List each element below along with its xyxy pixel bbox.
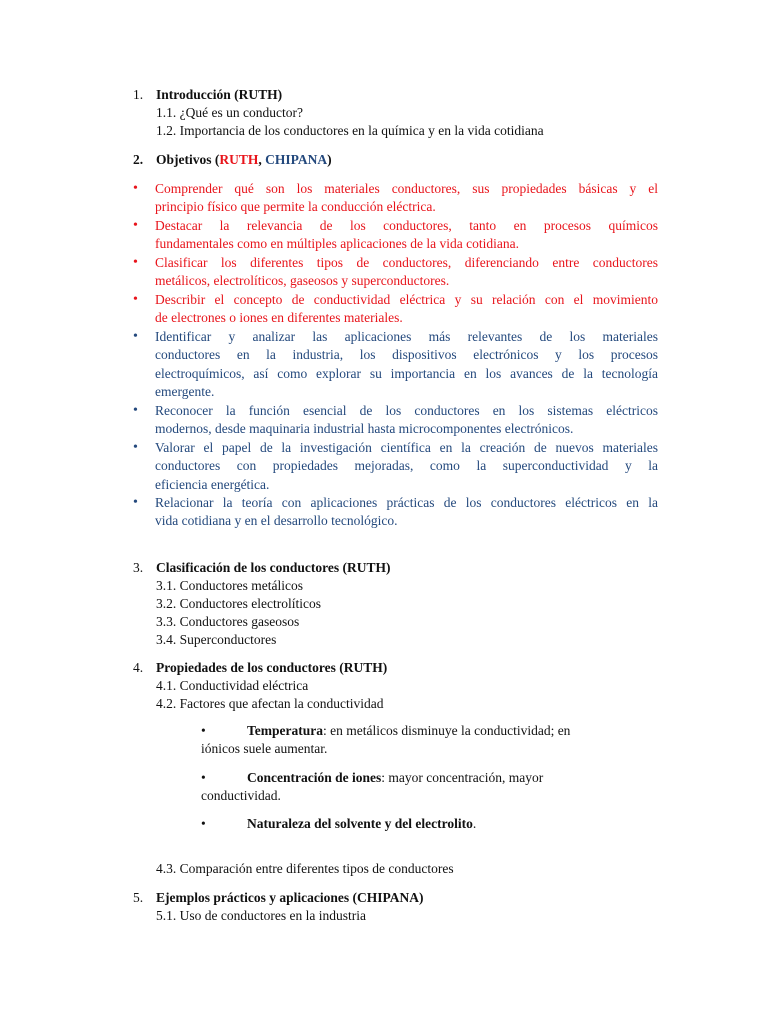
section-3-title: Clasificación de los conductores (RUTH)	[156, 560, 391, 575]
objective-item-7	[155, 439, 658, 494]
factor-3-desc: .	[472, 816, 477, 831]
objective-item-6	[155, 402, 658, 439]
section-5-title: Ejemplos prácticos y aplicaciones (CHIPANA)	[156, 890, 424, 905]
section-5-item-1: 5.1. Uso de conductores en la industria	[156, 908, 366, 923]
objective-1-line-2: principio físico que permite la conducción eléctrica.	[155, 199, 436, 215]
objective-item-2	[155, 217, 658, 254]
objective-bullet-dot: •	[133, 255, 138, 270]
objective-item-3	[155, 254, 658, 291]
section-3-item-3: 3.3. Conductores gaseosos	[156, 614, 300, 629]
objective-7-line-3: eficiencia energética.	[155, 476, 270, 492]
section-2-comma: ,	[258, 152, 266, 167]
objective-4-line-2: de electrones o iones en diferentes materiales.	[155, 310, 403, 326]
objective-bullet-dot: •	[133, 218, 138, 233]
factor-2-line-1	[247, 769, 543, 787]
section-3-number: 3.	[133, 560, 144, 575]
objective-bullet-dot: •	[133, 440, 138, 455]
section-2-title-prefix: Objetivos (	[156, 152, 220, 167]
section-4-item-1: 4.1. Conductividad eléctrica	[156, 678, 309, 693]
objective-2-line-1: Destacar la relevancia de los conductores, tanto en procesos químicos	[155, 218, 658, 233]
objective-bullet-dot: •	[133, 181, 138, 196]
factor-bullet-dot: •	[201, 770, 206, 785]
section-3-item-4: 3.4. Superconductores	[156, 632, 277, 647]
objective-bullet-dot: •	[133, 403, 138, 418]
section-3-item-2: 3.2. Conductores electrolíticos	[156, 596, 321, 611]
section-4-number: 4.	[133, 660, 144, 675]
factor-2-line-2: conductividad.	[201, 788, 281, 803]
objective-5-line-3: electroquímicos, así como explorar su importancia en los avances de la tecnología	[155, 365, 658, 381]
objective-5-line-4: emergente.	[155, 384, 215, 400]
objective-bullet-dot: •	[133, 292, 138, 307]
objective-8-line-2: vida cotidiana y en el desarrollo tecnológico.	[155, 513, 398, 529]
objective-4-line-1: Describir el concepto de conductividad eléctrica y su relación con el movimiento	[155, 292, 658, 307]
objective-2-line-2: fundamentales como en múltiples aplicaciones de la vida cotidiana.	[155, 236, 519, 252]
factor-3-line-1	[247, 815, 476, 833]
objective-5-line-1: Identificar y analizar las aplicaciones más relevantes de los materiales	[155, 329, 658, 344]
objective-7-line-1: Valorar el papel de la investigación científica en la creación de nuevos materiales	[155, 440, 658, 455]
factor-bullet-dot: •	[201, 816, 206, 831]
objective-1-line-1: Comprender qué son los materiales conductores, sus propiedades básicas y el	[155, 181, 658, 196]
objective-item-8	[155, 494, 658, 531]
factor-bullet-dot: •	[201, 723, 206, 738]
factor-2-term: Concentración de iones	[247, 770, 382, 785]
objective-item-5	[155, 328, 658, 402]
section-4-title: Propiedades de los conductores (RUTH)	[156, 660, 388, 675]
factor-2-desc: : mayor concentración, mayor	[381, 770, 544, 785]
section-1-item-1: 1.1. ¿Qué es un conductor?	[156, 105, 303, 120]
objective-item-1	[155, 180, 658, 217]
factor-1-term: Temperatura	[247, 723, 323, 738]
factor-1-line-2: iónicos suele aumentar.	[201, 741, 328, 756]
section-1-number: 1.	[133, 87, 144, 102]
objective-6-line-1: Reconocer la función esencial de los conductores en los sistemas eléctricos	[155, 403, 658, 418]
objective-5-line-2: conductores en la industria, los dispositivos electrónicos y los procesos	[155, 347, 658, 363]
section-5-number: 5.	[133, 890, 144, 905]
objective-8-line-1: Relacionar la teoría con aplicaciones prácticas de los conductores eléctricos en la	[155, 495, 658, 510]
section-4-item-3: 4.3. Comparación entre diferentes tipos de conductores	[156, 861, 454, 876]
objective-3-line-1: Clasificar los diferentes tipos de conductores, diferenciando entre conductores	[155, 255, 658, 270]
objective-7-line-2: conductores con propiedades mejoradas, como la superconductividad y la	[155, 458, 658, 474]
objective-bullet-dot: •	[133, 329, 138, 344]
objective-6-line-2: modernos, desde maquinaria industrial hasta microcomponentes electrónicos.	[155, 421, 574, 437]
section-4-item-2: 4.2. Factores que afectan la conductividad	[156, 696, 384, 711]
section-2-title-suffix: )	[327, 152, 332, 167]
section-3-item-1: 3.1. Conductores metálicos	[156, 578, 303, 593]
section-2-title	[156, 151, 332, 169]
factor-3-term: Naturaleza del solvente y del electrolito	[247, 816, 473, 831]
section-1-title: Introducción (RUTH)	[156, 87, 283, 102]
objective-3-line-2: metálicos, electrolíticos, gaseosos y superconductores.	[155, 273, 450, 289]
section-2-author-chipana: CHIPANA	[265, 152, 328, 167]
objective-item-4	[155, 291, 658, 328]
section-2-number: 2.	[133, 152, 144, 167]
objective-bullet-dot: •	[133, 495, 138, 510]
section-2-author-ruth: RUTH	[219, 152, 259, 167]
factor-1-desc: : en metálicos disminuye la conductividad; en	[323, 723, 571, 738]
factor-1-line-1	[247, 722, 570, 740]
section-1-item-2: 1.2. Importancia de los conductores en la química y en la vida cotidiana	[156, 123, 544, 138]
